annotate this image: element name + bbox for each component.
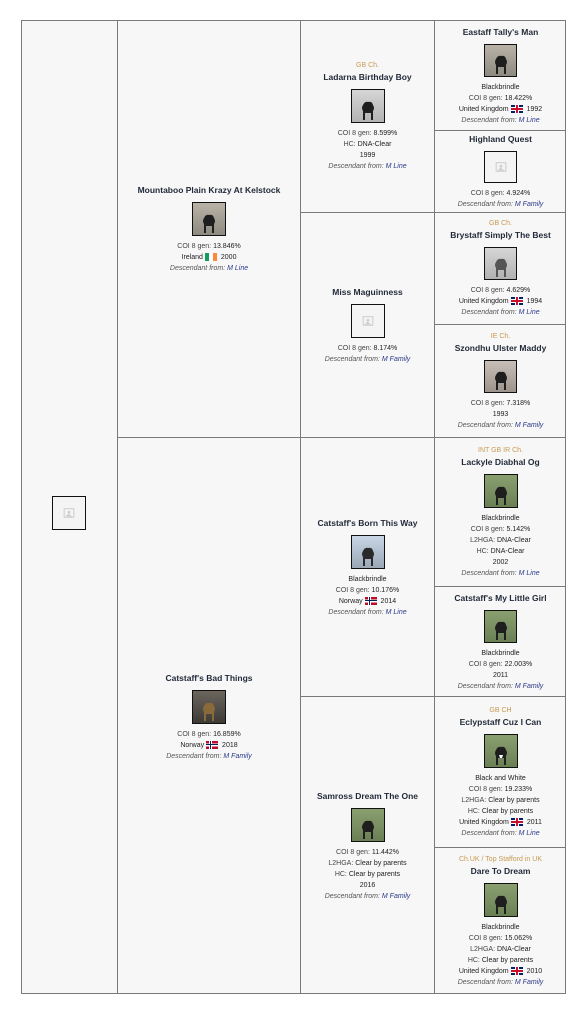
placeholder-image-icon	[494, 160, 508, 174]
dog-name-link[interactable]: Szondhu Ulster Maddy	[454, 342, 547, 353]
placeholder-image-icon	[62, 506, 76, 520]
dog-photo-icon	[488, 50, 514, 76]
dog-photo[interactable]	[351, 808, 385, 842]
dog-photo[interactable]	[484, 151, 517, 183]
dog-photo-icon	[355, 96, 381, 122]
dog-photo[interactable]	[484, 247, 517, 280]
uk-flag-icon	[511, 297, 523, 305]
dog-photo[interactable]	[351, 535, 385, 569]
dog-photo[interactable]	[351, 89, 385, 123]
grandparent-1: GB Ch. Ladarna Birthday Boy COI 8 gen: 8.599% HC: DNA-Clear 1999 Descendant from: M Line	[301, 21, 434, 213]
great-grandparent-6: Catstaff's My Little Girl Blackbrindle COI 8 gen: 22.003% 2011 Descendant from: M Family	[435, 587, 566, 697]
grandparent-3: Catstaff's Born This Way Blackbrindle COI 8 gen: 10.176% Norway 2014 Descendant from: M Line	[301, 438, 434, 697]
grandparent-4: Samross Dream The One COI 8 gen: 11.442% L2HGA: Clear by parents HC: Clear by parents 2016 Descendant from: M Family	[316, 791, 419, 900]
norway-flag-icon	[365, 597, 377, 605]
dog-photo-icon	[488, 741, 514, 767]
descendant-link[interactable]: M Line	[518, 569, 540, 577]
descendant-link[interactable]: M Family	[381, 893, 411, 900]
dog-name-link[interactable]: Mountaboo Plain Krazy At Kelstock	[137, 185, 281, 195]
dog-photo-icon	[196, 697, 222, 723]
parent-sire: Mountaboo Plain Krazy At Kelstock COI 8 gen: 13.846% Ireland 2000 Descendant from: M Line	[118, 21, 300, 438]
great-grandparent-3: GB Ch. Brystaff Simply The Best COI 8 gen: 4.629% United Kingdom 1994 Descendant from: M Line	[435, 213, 566, 325]
great-grandparent-1: Eastaff Tally's Man Blackbrindle COI 8 gen: 18.422% United Kingdom 1992 Descendant from: M Line	[435, 21, 566, 131]
descendant-link[interactable]: M Family	[514, 682, 544, 690]
descendant-link[interactable]: M Family	[514, 979, 544, 986]
dog-photo[interactable]	[192, 202, 226, 236]
dog-name-link[interactable]: Samross Dream The One	[316, 791, 419, 801]
dog-photo-icon	[355, 815, 381, 841]
dog-name-link[interactable]: Highland Quest	[469, 134, 532, 144]
dog-photo[interactable]	[192, 690, 226, 724]
uk-flag-icon	[511, 105, 523, 113]
descendant-link[interactable]: M Line	[518, 829, 540, 837]
dog-photo-icon	[488, 481, 514, 507]
dog-photo[interactable]	[484, 734, 518, 768]
descendant-link[interactable]: M Family	[514, 201, 544, 208]
great-grandparents-column	[435, 21, 566, 993]
descendant-link[interactable]: M Family	[381, 355, 411, 363]
descendant-link[interactable]: M Family	[223, 752, 252, 760]
great-grandparent-8: Ch.UK / Top Stafford in UK Dare To Dream Blackbrindle COI 8 gen: 15.062% L2HGA: DNA-Clear HC: Clear by parents United Kingdom 2010 Descendant from: M Family	[457, 856, 544, 986]
dog-photo-icon	[488, 890, 514, 916]
dog-name-link[interactable]: Catstaff's My Little Girl	[454, 592, 547, 603]
grandparents-column	[301, 21, 435, 993]
ireland-flag-icon	[205, 253, 217, 261]
dog-photo[interactable]	[484, 610, 517, 643]
great-grandparent-7: GB CH Eclypstaff Cuz I Can Black and White COI 8 gen: 19.233% L2HGA: Clear by parents HC: Clear by parents United Kingdom 2011 Descendant from: M Line	[435, 697, 566, 848]
dog-name-link[interactable]: Eclypstaff Cuz I Can	[459, 716, 542, 727]
subject-column	[22, 21, 118, 993]
dog-name-link[interactable]: Dare To Dream	[470, 866, 531, 876]
parent-dam: Catstaff's Bad Things COI 8 gen: 16.859% Norway 2018 Descendant from: M Family	[165, 672, 253, 760]
dog-photo[interactable]	[484, 474, 518, 508]
dog-name-link[interactable]: Miss Maguinness	[332, 286, 403, 297]
dog-photo-icon	[196, 209, 222, 235]
dog-name-link[interactable]: Brystaff Simply The Best	[450, 230, 551, 240]
dog-name-link[interactable]: Catstaff's Born This Way	[317, 517, 418, 528]
great-grandparent-4: IE Ch. Szondhu Ulster Maddy COI 8 gen: 7.318% 1993 Descendant from: M Family	[435, 325, 566, 438]
dog-photo[interactable]	[351, 304, 385, 338]
subject-photo[interactable]	[52, 496, 86, 530]
dog-name-link[interactable]: Ladarna Birthday Boy	[323, 72, 412, 82]
descendant-link[interactable]: M Line	[518, 309, 540, 316]
descendant-link[interactable]: M Line	[518, 116, 540, 124]
norway-flag-icon	[206, 741, 218, 749]
descendant-link[interactable]: M Line	[227, 265, 249, 272]
dog-photo[interactable]	[484, 883, 518, 917]
dog-photo-icon	[488, 253, 514, 279]
descendant-link[interactable]: M Line	[385, 163, 407, 170]
uk-flag-icon	[511, 818, 523, 826]
descendant-link[interactable]: M Family	[514, 421, 544, 429]
dog-name-link[interactable]: Eastaff Tally's Man	[462, 26, 539, 37]
dog-photo-icon	[488, 616, 514, 642]
great-grandparent-2: Highland Quest COI 8 gen: 4.924% Descendant from: M Family	[435, 131, 566, 213]
great-grandparent-5: INT GB IR Ch. Lackyle Diabhal Og Blackbrindle COI 8 gen: 5.142% L2HGA: DNA-Clear HC: DNA-Clear 2002 Descendant from: M Line	[435, 438, 566, 587]
dog-name-link[interactable]: Lackyle Diabhal Og	[461, 456, 540, 467]
placeholder-image-icon	[361, 314, 375, 328]
grandparent-2: Miss Maguinness COI 8 gen: 8.174% Descendant from: M Family	[301, 213, 434, 438]
descendant-link[interactable]: M Line	[385, 608, 407, 616]
dog-photo[interactable]	[484, 44, 517, 77]
dog-photo-icon	[355, 542, 381, 568]
uk-flag-icon	[511, 967, 523, 975]
dog-photo[interactable]	[484, 360, 517, 393]
parents-column	[118, 21, 301, 993]
pedigree-tree	[21, 20, 566, 994]
dog-name-link[interactable]: Catstaff's Bad Things	[165, 672, 253, 683]
dog-photo-icon	[488, 366, 514, 392]
